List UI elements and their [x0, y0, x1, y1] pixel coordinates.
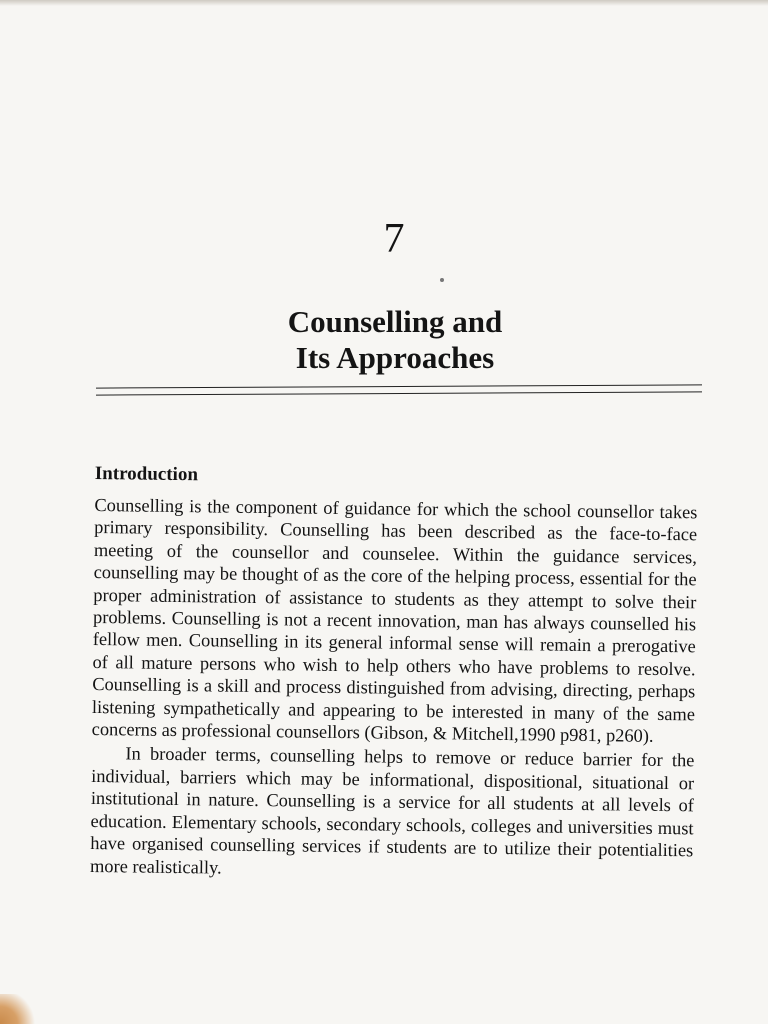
- title-rule-bottom: [96, 391, 702, 395]
- chapter-number: 7: [383, 216, 405, 262]
- page-edge-shadow: [0, 0, 768, 6]
- ink-speck: [440, 278, 444, 282]
- chapter-body: [90, 462, 698, 884]
- thumb-shadow: [0, 994, 40, 1024]
- chapter-title-line-2: Its Approaches: [295, 340, 495, 375]
- body-paragraph-2: In broader terms, counselling helps to remove or reduce barrier for the individual, barriers which may be informational, dispositional, situational or institutional in nature. Counselling is a service for all students at all levels of education. Elementary schools, secondary schools, colleges and universities must have organised counselling services if students are to utilize their potentialities more realistically.: [89, 743, 695, 878]
- section-heading-introduction: Introduction: [94, 462, 199, 486]
- chapter-title-line-1: Counselling and: [287, 304, 503, 339]
- body-paragraph-1: Counselling is the component of guidance for which the school counsellor takes primary responsibility. Counselling has been described as the face-to-face meeting of the counsellor and counselee. Within the guidance services, counselling may be thought of as the core of the helping process, essential for the proper administration of assistance to students as they attempt to solve their problems. Counselling is not a recent innovation, man has always counselled his fellow men. Counselling in its general informal sense will remain a prerogative of all mature persons who wish to help others who have problems to resolve. Counselling is a skill and process distinguished from advising, directing, perhaps listening sympathetically and appearing to be interested in many of the same concerns as professional counsellors (Gibson, & Mitchell,1990 p981, p260).: [91, 494, 698, 746]
- title-rule-top: [96, 384, 702, 388]
- chapter-title: [0, 304, 768, 376]
